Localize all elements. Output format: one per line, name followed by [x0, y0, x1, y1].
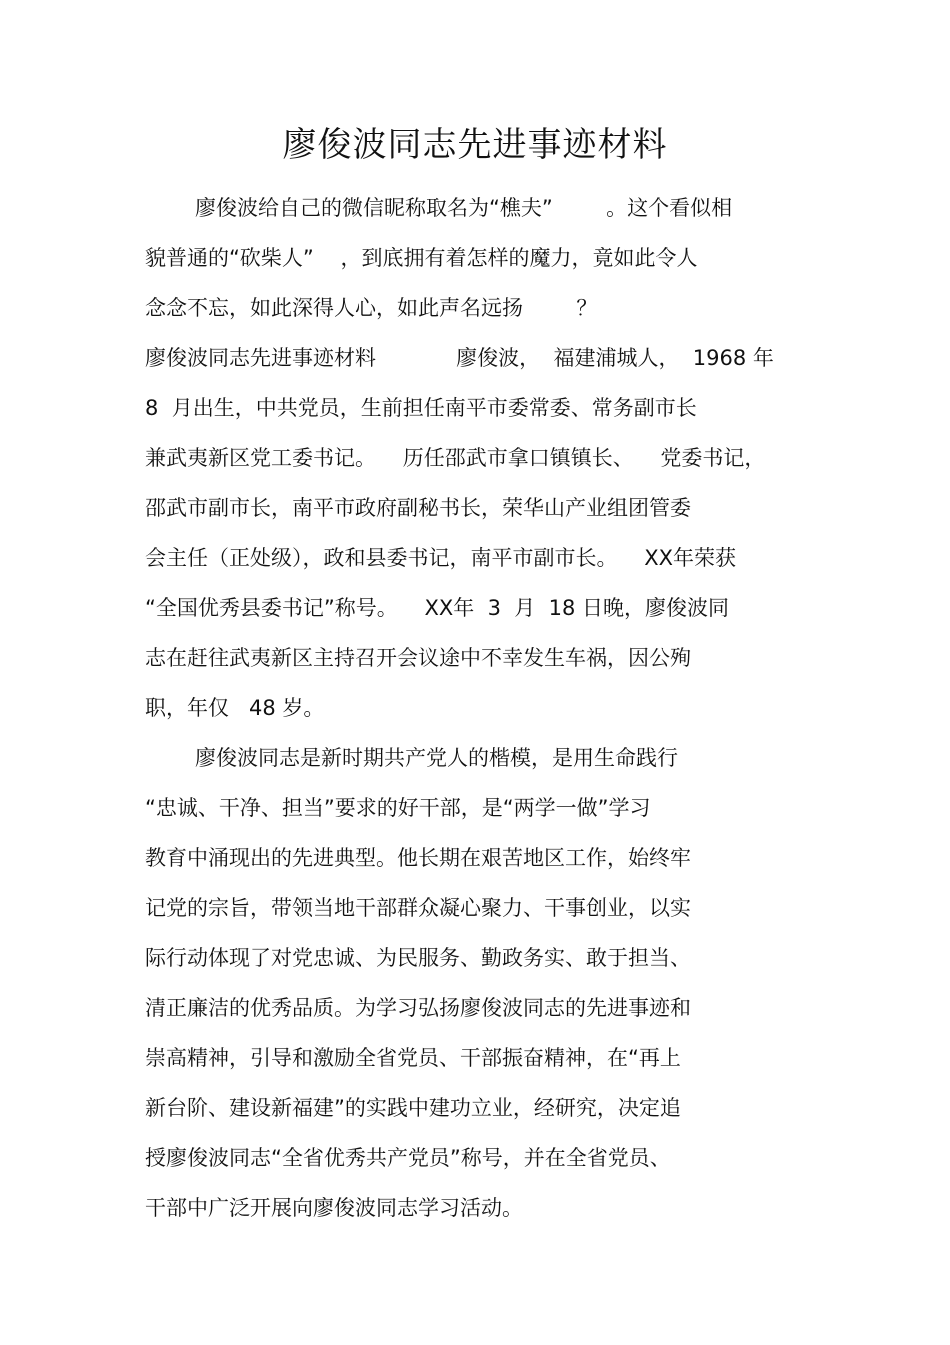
paragraph-line: 廖俊波给自己的微信昵称取名为“樵夫” 。这个看似相	[195, 196, 733, 220]
paragraph-line: 授廖俊波同志“全省优秀共产党员”称号，并在全省党员、	[145, 1146, 671, 1170]
paragraph-line: 邵武市副市长，南平市政府副秘书长，荣华山产业组团管委	[145, 496, 691, 520]
paragraph-line: 志在赶往武夷新区主持召开会议途中不幸发生车祸，因公殉	[145, 646, 691, 670]
paragraph-line: 会主任（正处级），政和县委书记，南平市副市长。 XX年荣获	[145, 546, 736, 570]
paragraph-line: 廖俊波同志是新时期共产党人的楷模，是用生命践行	[195, 746, 678, 770]
paragraph-line: 兼武夷新区党工委书记。 历任邵武市拿口镇镇长、 党委书记，	[145, 446, 766, 470]
paragraph-line: 清正廉洁的优秀品质。为学习弘扬廖俊波同志的先进事迹和	[145, 996, 691, 1020]
paragraph-line: 教育中涌现出的先进典型。他长期在艰苦地区工作，始终牢	[145, 846, 691, 870]
paragraph-line: 念念不忘，如此深得人心，如此声名远扬 ？	[145, 296, 598, 320]
paragraph-line: “全国优秀县委书记”称号。 XX年 3 月 18 日晚，廖俊波同	[145, 596, 730, 620]
paragraph-line: 际行动体现了对党忠诚、为民服务、勤政务实、敢于担当、	[145, 946, 691, 970]
paragraph-line: 记党的宗旨，带领当地干部群众凝心聚力、干事创业，以实	[145, 896, 691, 920]
paragraph-line: 新台阶、建设新福建”的实践中建功立业，经研究，决定追	[145, 1096, 681, 1120]
paragraph-line: “忠诚、干净、担当”要求的好干部，是“两学一做”学习	[145, 796, 651, 820]
paragraph-line: 崇高精神，引导和激励全省党员、干部振奋精神，在“再上	[145, 1046, 681, 1070]
document-title: 廖俊波同志先进事迹材料	[282, 125, 668, 165]
paragraph-line: 廖俊波同志先进事迹材料 廖俊波， 福建浦城人， 1968 年	[145, 346, 774, 370]
paragraph-line: 干部中广泛开展向廖俊波同志学习活动。	[145, 1196, 523, 1220]
paragraph-line: 8 月出生，中共党员，生前担任南平市委常委、常务副市长	[145, 396, 697, 420]
paragraph-line: 职，年仅 48 岁。	[145, 696, 325, 720]
paragraph-line: 貌普通的“砍柴人” ，到底拥有着怎样的魔力，竟如此令人	[145, 246, 698, 270]
